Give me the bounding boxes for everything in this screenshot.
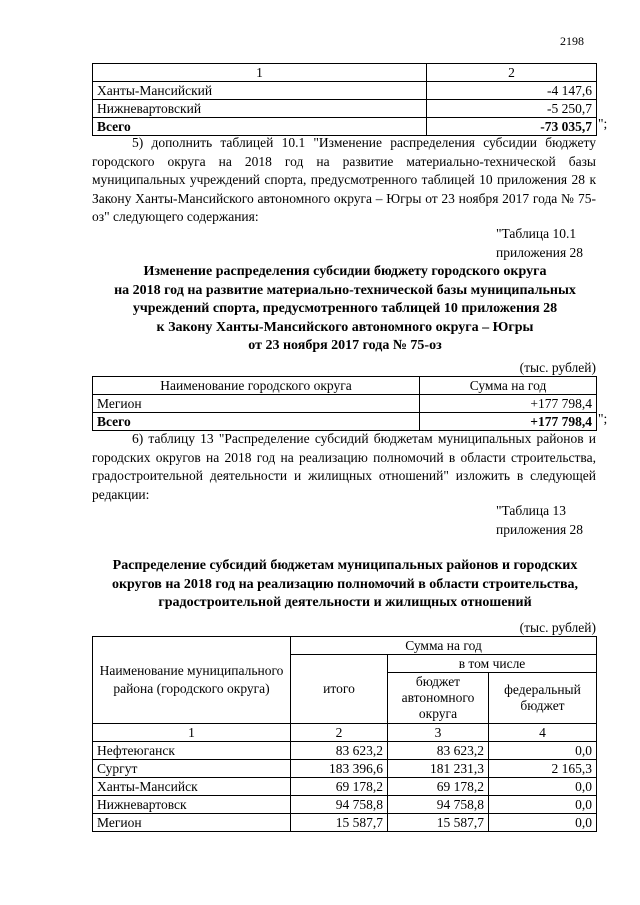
title-line: к Закону Ханты-Мансийского автономного округа – Югры: [156, 319, 534, 335]
total-value: -73 035,7: [427, 118, 597, 136]
row-name: Ханты-Мансийский: [93, 82, 427, 100]
header-cell: Наименование городского округа: [93, 377, 420, 395]
paragraph-5-text: 5) дополнить таблицей 10.1 "Изменение распределения субсидии бюджету городского округа на 2018 год на развитие материально-технической базы муниципальных учреждений спорта, предусмотренного таблицей 10 приложения 28 к Закону Ханты-Мансийского автономного округа – Югры от 23 ноября 2017 года № 75-оз" следующего содержания:: [92, 135, 596, 224]
row-okrug: 15 587,7: [388, 814, 489, 832]
row-name: Мегион: [93, 814, 291, 832]
paragraph-6: [92, 430, 596, 504]
row-federal: 0,0: [489, 814, 597, 832]
row-okrug: 83 623,2: [388, 742, 489, 760]
title-line: на 2018 год на развитие материально-технической базы муниципальных: [114, 282, 576, 298]
ref-line: "Таблица 10.1: [496, 226, 577, 241]
title-line: учреждений спорта, предусмотренного таблицей 10 приложения 28: [132, 301, 558, 316]
title-2: [80, 557, 610, 613]
header-name: Наименование муниципального района (городского округа): [93, 637, 291, 724]
row-okrug: 69 178,2: [388, 778, 489, 796]
ref-line: "Таблица 13: [496, 503, 566, 518]
header-federal: федеральный бюджет: [489, 673, 597, 724]
paragraph-6-text: 6) таблицу 13 "Распределение субсидий бюджетам муниципальных районов и городских округов на 2018 год на реализацию полномочий в области строительства, градостроительной деятельности и жилищных отношений" изложить в следующей редакции:: [92, 431, 596, 502]
unit-label-1: (тыс. рублей): [519, 360, 596, 375]
title-1: [80, 263, 610, 356]
table-row: [93, 377, 597, 395]
row-okrug: 94 758,8: [388, 796, 489, 814]
header-cell: Сумма на год: [420, 377, 597, 395]
header-total: итого: [291, 655, 388, 724]
total-name: Всего: [93, 413, 420, 431]
row-total: 83 623,2: [291, 742, 388, 760]
table-row-total: [93, 413, 597, 431]
table-row: [93, 796, 597, 814]
num-cell: 4: [489, 724, 597, 742]
header-incl: в том числе: [388, 655, 597, 673]
table-top: [92, 63, 597, 136]
row-name: Сургут: [93, 760, 291, 778]
num-cell: 1: [93, 724, 291, 742]
header-cell: 1: [93, 64, 427, 82]
row-federal: 0,0: [489, 796, 597, 814]
header-cell: 2: [427, 64, 597, 82]
row-name: Нефтеюганск: [93, 742, 291, 760]
paragraph-5: [92, 134, 596, 227]
total-name: Всего: [93, 118, 427, 136]
closing-quote: ";: [598, 116, 608, 131]
table-ref-1: [496, 224, 583, 262]
table-row: [93, 814, 597, 832]
table-1: [92, 376, 597, 431]
table-row: [93, 742, 597, 760]
row-federal: 2 165,3: [489, 760, 597, 778]
header-okrug: бюджет автономного округа: [388, 673, 489, 724]
row-name: Мегион: [93, 395, 420, 413]
ref-line: приложения 28: [496, 245, 584, 260]
title-line: округов на 2018 год на реализацию полномочий в области строительства,: [111, 576, 579, 592]
table-row: [93, 724, 597, 742]
row-federal: 0,0: [489, 778, 597, 796]
row-total: 69 178,2: [291, 778, 388, 796]
table-row: [93, 637, 597, 655]
row-total: 94 758,8: [291, 796, 388, 814]
table-row: [93, 760, 597, 778]
header-sum: Сумма на год: [291, 637, 597, 655]
title-line: от 23 ноября 2017 года № 75-оз: [248, 338, 442, 353]
row-okrug: 181 231,3: [388, 760, 489, 778]
num-cell: 2: [291, 724, 388, 742]
table-row: [93, 778, 597, 796]
row-value: -5 250,7: [427, 100, 597, 118]
table-row: [93, 100, 597, 118]
table-row-total: [93, 118, 597, 136]
row-value: -4 147,6: [427, 82, 597, 100]
row-name: Ханты-Мансийск: [93, 778, 291, 796]
table-ref-2: [496, 501, 583, 539]
num-cell: 3: [388, 724, 489, 742]
row-total: 15 587,7: [291, 814, 388, 832]
row-total: 183 396,6: [291, 760, 388, 778]
table-row: [93, 82, 597, 100]
row-name: Нижневартовск: [93, 796, 291, 814]
row-value: +177 798,4: [420, 395, 597, 413]
closing-quote: ";: [598, 411, 608, 426]
title-line: Распределение субсидий бюджетам муниципальных районов и городских: [112, 558, 578, 573]
page-number: 2198: [560, 34, 584, 48]
title-line: Изменение распределения субсидии бюджету городского округа: [143, 264, 547, 279]
ref-line: приложения 28: [496, 522, 584, 537]
title-line: градостроительной деятельности и жилищных отношений: [158, 595, 532, 610]
row-federal: 0,0: [489, 742, 597, 760]
row-name: Нижневартовский: [93, 100, 427, 118]
table-row: [93, 64, 597, 82]
table-2: [92, 636, 597, 832]
unit-label-2: (тыс. рублей): [519, 620, 596, 635]
table-row: [93, 395, 597, 413]
total-value: +177 798,4: [420, 413, 597, 431]
